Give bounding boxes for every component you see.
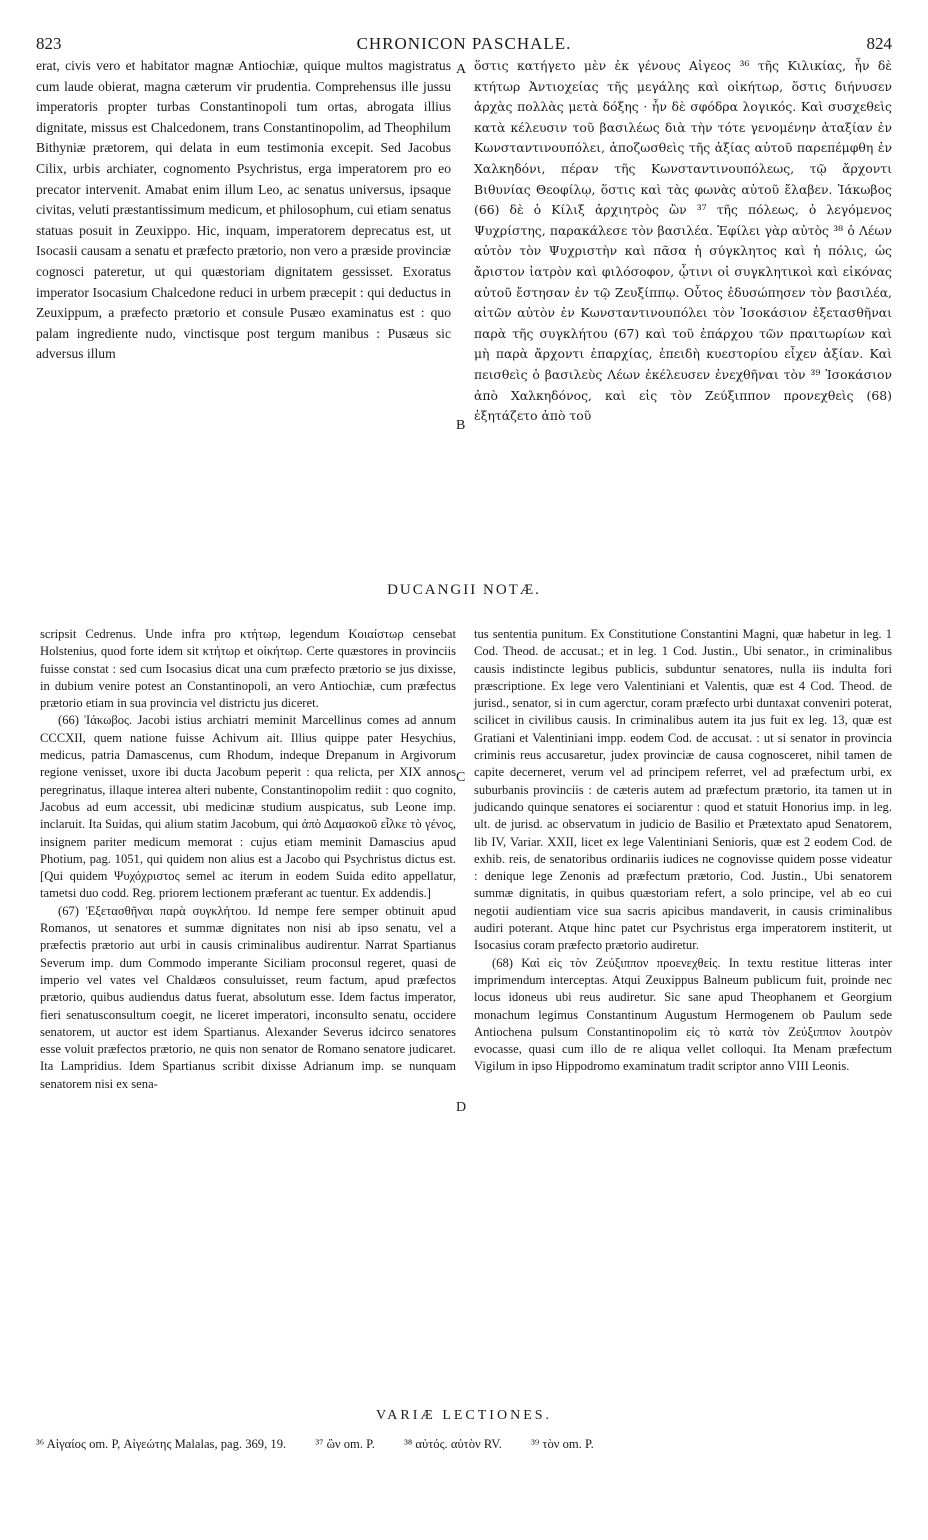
variant-readings: [36, 1436, 892, 1452]
latin-paragraph: erat, civis vero et habitator magnæ Antiochiæ, quique multos magistratus cum laude obierat, magna cæterum vir prudentia. Comprehensus ille jussu imperatoris propter turbas Constantinopoli tum ortas, abrogata illius dignitate, missus est Chalcedonem, trans Constantinopolim, ad Theophilum Bithyniæ prætorem, qui delata in eum testimonia excepit. Sed Jacobus Cilix, urbis archiater, cognomento Psychristus, erga imperatorem pro eo precator intervenit. Amabat enim illum Leo, ac senatus universus, ipsaque civitas, veluti præstantissimum medicum, et philosophum, cui etiam senatus statuas posuit in Zeuxippo. Hic, inquam, imperatorem deprecatus est, ut Isocasii causam a senatu et præfecto prætorio, non vero a præside provinciæ cognosci pateretur, ut qui quæstoriam dignitatem gessisset. Exoratus imperator Isocasium Chalcedone reduci in urbem præcepit : qui deductus in Zeuxippum, a præfecto prætorio et consule Pusæo examinatus est : quo palam ingrediente nudo, vinctisque post tergum manibus : Pusæus sic adversus illum: [36, 58, 451, 362]
greek-paragraph: ὅστις κατήγετο μὲν ἐκ γένους Αἰγεος ³⁶ τῆς Κιλικίας, ἦν δὲ κτήτωρ Ἀντιοχείας τῆς μεγάλης καὶ οἰκήτωρ, ὅστις διήνυσεν ἀρχὰς πολλὰς μετὰ δόξης · ἦν δὲ σφόδρα λογικός. Καὶ συσχεθεὶς κατὰ κέλευσιν τοῦ βασιλέως διὰ τὴν τότε γενομένην ἀταξίαν ἐν Κωνσταντινουπόλει, ἀποζωσθεὶς τῆς ἀξίας αὐτοῦ παρεπέμφθη ἐν Χαλκηδόνι, πέραν τῆς Κωνσταντινουπόλεως, τῷ ἄρχοντι Βιθυνίας Θεοφίλῳ, ὅστις καὶ τὰς φωνὰς αὐτοῦ ἔλαβεν. Ἰάκωβος (66) δὲ ὁ Κίλιξ ἀρχιητρὸς ὢν ³⁷ τῆς πόλεως, ὁ λεγόμενος Ψυχρίστης, παρακάλεσε τὸν βασιλέα. Ἐφίλει γὰρ αὐτὸς ³⁸ ὁ Λέων αὐτὸν τὸν Ψυχριστὴν καὶ πᾶσα ἡ σύγκλητος καὶ ἡ πόλις, ὡς ἄριστον ἰατρὸν καὶ φιλόσοφον, ᾧτινι οἱ συγκλητικοὶ καὶ εἰκόνας αὐτοῦ ἔστησαν ἐν τῷ Ζευξίππῳ. Οὗτος ἐδυσώπησεν τὸν βασιλέα, αἰτῶν αὐτὸν ἐν Κωνσταντινουπόλει τὸν Ἰσοκάσιον ἐξετασθῆναι παρὰ τῆς συγκλήτου (67) καὶ τοῦ ἐπάρχου τῶν πραιτωρίων καὶ μὴ παρὰ ἄρχοντι ἐπαρχίας, ἐπειδὴ κυεστορίου εἶχεν ἀξίαν. Καὶ πεισθεὶς ὁ βασιλεὺς Λέων ἐκέλευσεν ἐνεχθῆναι τὸν ³⁹ Ἰσοκάσιον ἀπὸ Χαλκηδόνος, καὶ εἰς τὸν Ζεύξιππον προνεχθεὶς (68) ἐξητάζετο ἀπὸ τοῦ: [474, 58, 892, 424]
section-marker-c: C: [456, 770, 466, 785]
note-68: (68) Καὶ εἰς τὸν Ζεύξιππον προενεχθείς. In textu restitue litteras inter imprimendum interceptas. Atqui Zeuxippus Balneum publicum fuit, proinde nec locus idoneus ubi reus audiretur. Sic sane apud Theophanem et Georgium monachum legimus Constantinum Augustum Hermogenem ob Paulum sede Antiochena pulsum Constantinopolim εἰς τὸ κατὰ τὸν Ζεύξιππον λουτρὸν evocasse, quasi cum illo de re aliqua vellet colloqui. Ita Menam præfectum Vigilum in ipso Hippodromo examinatum tradit scriptor anno VIII Leonis.: [474, 955, 892, 1074]
notes-right-column: [474, 626, 892, 1076]
note-paragraph: tus sententia punitum. Ex Constitutione Constantini Magni, quæ habetur in leg. 1 Cod. Theod. de accusat.; et in leg. 1 Cod. Justin., Ubi senator., in criminalibus causis indistincte legibus publicis, subduntur senatores, nulla iis indulta fori præscriptione. Ex lege vero Valentiniani et Valentis, quæ est 4 Cod. Theod. de jurisd., senator, si in cum agerctur, coram præfecto urbi duntaxat conveniri poterat, scilicet in civilibus causis. In criminalibus autem ita jus fuit ex leg. 13, quæ est Gratiani et Valentiniani impp. eodem Cod. de accusat. : ut si senator in provincia criminis reus accusaretur, judex provinciæ de causa cognosceret, nihil tamen de capite decerneret, verum vel ad principem referret, vel ad præfectum urbi, ex suburbanis provinciis : de cæteris autem ad præfectum prætorio, ita tamen ut in judicando quinque senatores ei sociarentur : quod et statuit Honorius imp. in leg. ult. de jurisd. ac observatum in judicio de Basilio et Prætextato apud Senatorem, lib IV, Variar. XXII, licet ex lege Valentiniani Senioris, quæ est 2 eodem Cod. de exhib. reis, de senatoribus ordinariis iudices ne cognovisse quidem posse videatur : denique lege Zenonis ad præfectum prætorio, Cod. Justin., Ubi senatorem summæ dignitatis, in quibus quæstoriam refert, a solo principe, vel ab eo cui negotii audientiam vice sua sacris apicibus mandaverit, in causis criminalibus audiri poterant. Atque hinc patet cur Psychristus erga imperatorem institerit, ut Isocasius coram præfecto prætorio audiretur.: [474, 627, 892, 953]
note-paragraph: scripsit Cedrenus. Unde infra pro κτήτωρ, legendum Κοιαίστωρ censebat Holstenius, quod forte idem sit κτήτωρ et οἰκήτωρ. Certe quæstores in provinciis fuisse constat : sed cum Isocasius dicat una cum præfecto prætorio se jus dixisse, in dubium venire potest an Constantinopoli, an vero Antiochiæ, cum præfectus prætorio etiam in sua provincia vel districtu jus diceret.: [40, 627, 456, 711]
variants-heading: VARIÆ LECTIONES.: [375, 1408, 553, 1423]
notes-heading: DUCANGII NOTÆ.: [387, 582, 541, 598]
latin-text-column: [36, 56, 451, 365]
section-marker-b: B: [456, 418, 466, 433]
page-number-left: 823: [36, 34, 62, 53]
variant-37: ³⁷ ὢν om. P.: [315, 1437, 375, 1451]
section-marker-d: D: [456, 1100, 467, 1115]
note-67: (67) Ἐξετασθῆναι παρὰ συγκλήτου. Id nempe fere semper obtinuit apud Romanos, ut senatores et summæ dignitates non nisi ab ipso senatu, vel a præfectis prætorio aut urbi in causis criminalibus audirentur. Narrat Spartianus Severum imp. dum Commodo imperante Siciliam proconsul regeret, quasi de imperio vel vates vel Chaldæos consuluisset, reum factum, apud præfectos prætorio, quibus audiendus datus fuerat, absolutum esse. Idem factus imperator, fieri senatusconsultum coegit, ne liceret imperatori, inconsulto senatu, occidere senatorem, ut auctor est idem Spartianus. Alexander Severus idcirco senatores esse voluit præfectos prætorio, ne quis non senator de Romano senatore judicaret. Ita Lampridius. Idem Spartianus scribit dixisse Adrianum imp. se nunquam senatorem nisi ex sena-: [40, 903, 456, 1091]
variant-39: ³⁹ τὸν om. P.: [531, 1437, 594, 1451]
variant-38: ³⁸ αὐτός. αὐτὸν RV.: [404, 1437, 502, 1451]
section-marker-a: A: [456, 62, 467, 77]
running-title: CHRONICON PASCHALE.: [356, 34, 572, 53]
greek-text-column: [474, 56, 892, 427]
notes-left-column: [40, 626, 456, 1093]
note-66: (66) Ἰάκωβος. Jacobi istius archiatri meminit Marcellinus comes ad annum CCCXII, quem natione fuisse Achivum ait. Illius quippe pater Hesychius, medicus, patria Damascenus, cum Rhodum, indeque Drepanum in Argivorum regione venisset, uxore ibi ducta Jacobum peperit : qua relicta, per XIX annos peregrinatus, illaque interea alteri nubente, Constantinopolim rediit : quo cognito, Jacobus ad eum accessit, ubi medicinæ studium auspicatus, sub Leone imp. inclaruit. Ita Suidas, qui alium statim Jacobum, qui ἀπὸ Δαμασκοῦ εἶλκε τὸ γένος, insignem pariter medicum memorat : cujus etiam meminit Damascius apud Photium, pag. 1051, qui quidem non alius est a Jacobo qui Psychristus dictus est. [Qui quidem Ψυχόχριστος semel ac iterum in eodem Suida edito appellatur, tametsi duo codd. Reg. priorem lectionem præferant ac tuentur. Ex addendis.]: [40, 713, 456, 901]
variant-36: ³⁶ Αἰγαίος om. P, Αἰγεώτης Malalas, pag. 369, 19.: [36, 1437, 287, 1451]
running-header: [36, 34, 892, 54]
page-number-right: 824: [866, 34, 892, 53]
